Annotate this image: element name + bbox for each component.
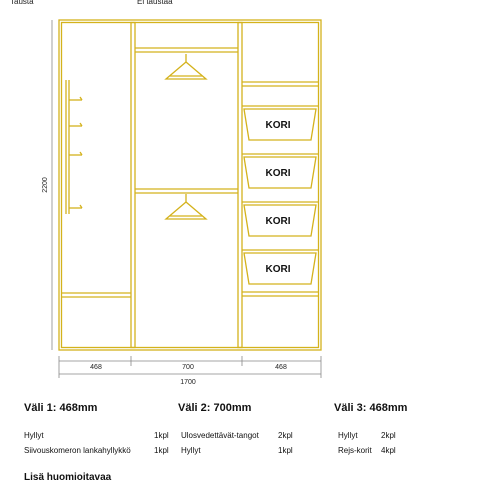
item-name: Rejs-korit xyxy=(338,445,372,455)
basket-2 xyxy=(242,154,319,188)
item-name: Siivouskomeron lankahyllykkö xyxy=(24,445,131,455)
wire-shelf-icon xyxy=(66,80,82,214)
item-qty: 4kpl xyxy=(381,445,396,455)
hanger-icon-top xyxy=(166,54,206,79)
basket-label: KORI xyxy=(265,264,291,275)
list-item xyxy=(338,444,438,459)
height-dimension: 2200 xyxy=(42,177,49,193)
additional-notes-heading: Lisä huomioitavaa xyxy=(24,472,112,483)
basket-label: KORI xyxy=(265,168,291,179)
section-3-title: Väli 3: 468mm xyxy=(334,402,408,414)
basket-1 xyxy=(242,106,319,140)
basket-label: KORI xyxy=(265,120,291,131)
section-2-width: 700 xyxy=(182,364,194,371)
basket-3 xyxy=(242,202,319,236)
section-1-title: Väli 1: 468mm xyxy=(24,402,98,414)
section-2-items xyxy=(181,429,331,458)
total-width: 1700 xyxy=(180,379,196,386)
section-1-width: 468 xyxy=(90,364,102,371)
no-back-panel-label: Ei taustaa xyxy=(137,0,173,6)
item-name: Hyllyt xyxy=(338,431,358,440)
item-qty: 1kpl xyxy=(154,431,169,440)
section-3-width: 468 xyxy=(275,364,287,371)
hanger-icon-bottom xyxy=(166,194,206,219)
basket-label: KORI xyxy=(265,216,291,227)
list-item xyxy=(24,444,174,459)
basket-4 xyxy=(242,250,319,284)
item-qty: 1kpl xyxy=(154,445,169,455)
section-1-items xyxy=(24,429,174,458)
item-name: Ulosvedettävät-tangot xyxy=(181,431,259,440)
divider-left xyxy=(131,23,135,348)
item-qty: 1kpl xyxy=(278,445,293,455)
wardrobe-outer-frame xyxy=(59,20,321,350)
list-item xyxy=(338,429,438,444)
item-qty: 2kpl xyxy=(278,431,293,440)
list-item xyxy=(181,444,331,459)
divider-right xyxy=(238,23,242,348)
section-3-items xyxy=(338,429,438,458)
item-name: Hyllyt xyxy=(24,431,44,440)
list-item xyxy=(181,429,331,444)
wardrobe-inner-frame xyxy=(62,23,319,348)
item-qty: 2kpl xyxy=(381,431,396,440)
section-2-title: Väli 2: 700mm xyxy=(178,402,252,414)
back-panel-label: Tausta xyxy=(10,0,34,6)
list-item xyxy=(24,429,174,444)
item-name: Hyllyt xyxy=(181,445,201,455)
